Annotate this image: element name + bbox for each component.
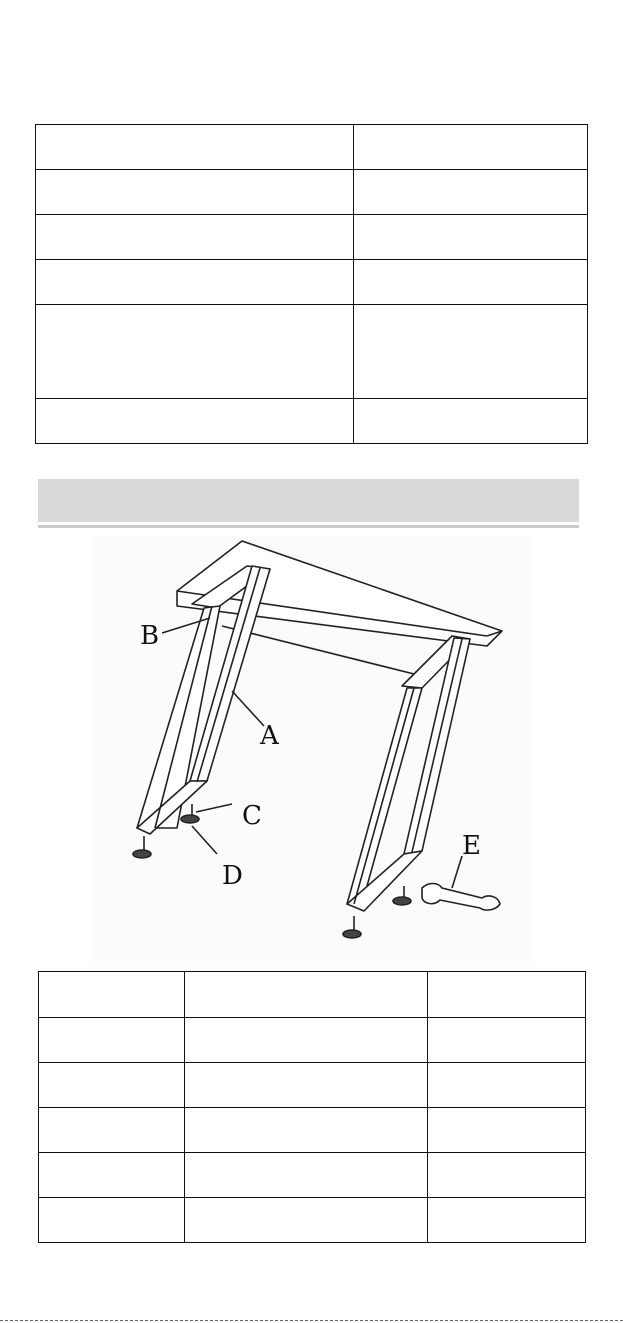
table-row: [39, 1198, 586, 1243]
table-cell: [39, 972, 185, 1018]
table-cell: [36, 260, 354, 305]
table-cell: [354, 260, 588, 305]
wrench-illustration: [422, 884, 500, 911]
table-row: [36, 260, 588, 305]
table-cell: [39, 1018, 185, 1063]
table-row: [39, 1108, 586, 1153]
table-cell: [36, 125, 354, 170]
leveling-foot-2: [181, 804, 199, 823]
table-row: [36, 170, 588, 215]
leveling-foot-1: [133, 836, 151, 858]
table-cell: [39, 1198, 185, 1243]
callout-b: B: [140, 621, 160, 651]
table-cell: [354, 215, 588, 260]
table-cell: [36, 170, 354, 215]
callout-e: E: [462, 831, 481, 861]
table-row: [39, 972, 586, 1018]
table-cell: [354, 125, 588, 170]
leveling-foot-3: [343, 916, 361, 938]
assembly-illustration: [92, 536, 532, 961]
table-cell: [185, 1018, 428, 1063]
table-cell: [36, 399, 354, 444]
table-row: [39, 1063, 586, 1108]
callout-c: C: [242, 801, 262, 831]
table-cell: [185, 972, 428, 1018]
leveling-foot-4: [393, 886, 411, 905]
table-cell: [428, 1198, 586, 1243]
callout-d: D: [222, 861, 243, 891]
assembly-diagram: [92, 536, 532, 961]
table-row: [36, 125, 588, 170]
spec-table: [35, 124, 588, 444]
page-bottom-rule: [0, 1320, 623, 1321]
table-cell: [36, 305, 354, 399]
table-cell: [428, 972, 586, 1018]
table-cell: [354, 305, 588, 399]
table-cell: [185, 1198, 428, 1243]
table-row: [36, 399, 588, 444]
table-cell: [428, 1108, 586, 1153]
table-cell: [428, 1063, 586, 1108]
table-cell: [428, 1018, 586, 1063]
table-cell: [185, 1063, 428, 1108]
table-cell: [39, 1108, 185, 1153]
table-cell: [39, 1153, 185, 1198]
table-cell: [185, 1108, 428, 1153]
section-banner: [38, 479, 579, 522]
table-row: [36, 215, 588, 260]
banner-underline: [38, 525, 579, 528]
table-cell: [428, 1153, 586, 1198]
table-cell: [39, 1063, 185, 1108]
callout-a: A: [260, 721, 279, 751]
table-cell: [354, 399, 588, 444]
table-cell: [354, 170, 588, 215]
table-row: [36, 305, 588, 399]
parts-table: [38, 971, 586, 1243]
table-cell: [185, 1153, 428, 1198]
table-row: [39, 1018, 586, 1063]
table-row: [39, 1153, 586, 1198]
table-cell: [36, 215, 354, 260]
